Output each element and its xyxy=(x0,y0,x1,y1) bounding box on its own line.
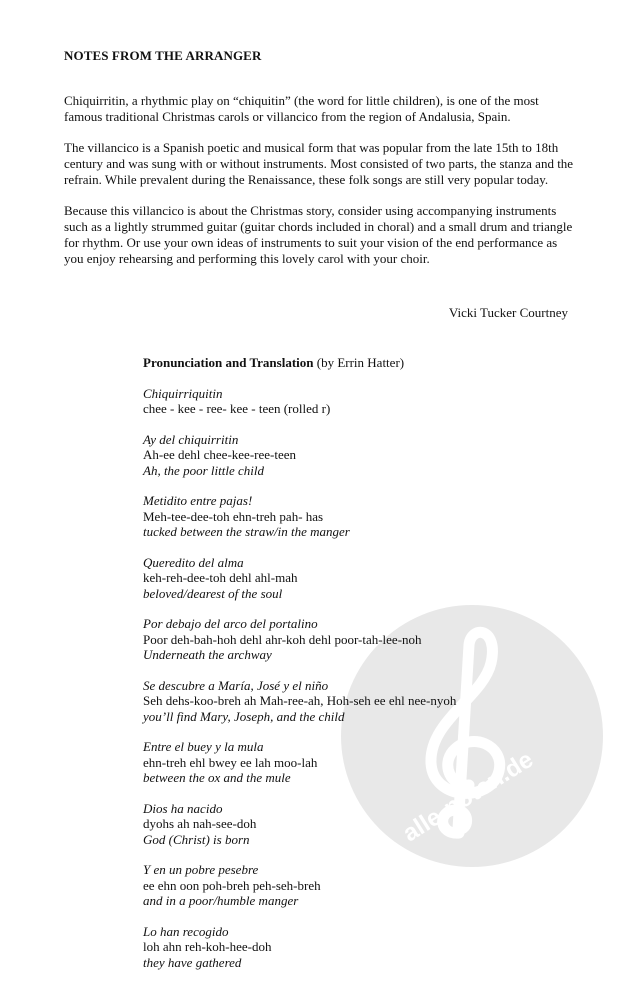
translation-line: beloved/dearest of the soul xyxy=(143,585,283,601)
pronunciation-line: chee - kee - ree- kee - teen (rolled r) xyxy=(143,401,331,416)
translation-line: God (Christ) is born xyxy=(143,831,250,847)
notes-paragraph-3: Because this villancico is about the Christmas story, consider using accompanying instruments such as a lightly strummed guitar (guitar chords included in choral) and a small drum and triangle for rhythm. Or use your own ideas of instruments to suit your vision of the end performance as you enjoy rehearsing and performing this lovely carol with your choir. xyxy=(64,203,573,266)
spanish-line: Por debajo del arco del portalino xyxy=(143,616,318,631)
pronunciation-line: Ah-ee dehl chee-kee-ree-teen xyxy=(143,447,296,462)
pronunciation-title xyxy=(143,355,573,371)
lyric-entry xyxy=(143,862,573,909)
pronunciation-line: Meh-tee-dee-toh ehn-treh pah- has xyxy=(143,508,324,524)
spanish-line: Y en un pobre pesebre xyxy=(143,862,259,877)
spanish-line: Metidito entre pajas! xyxy=(143,493,253,508)
translation-line: tucked between the straw/in the manger xyxy=(143,524,350,539)
arranger-signature: Vicki Tucker Courtney xyxy=(448,305,568,320)
lyric-entry xyxy=(143,678,573,725)
page-heading: NOTES FROM THE ARRANGER xyxy=(64,48,262,63)
spanish-line: Ay del chiquirritin xyxy=(143,431,239,447)
pronunciation-line: dyohs ah nah-see-doh xyxy=(143,816,257,831)
lyric-entry xyxy=(143,801,573,848)
lyric-entry xyxy=(143,432,573,479)
notes-paragraph-1: Chiquirritin, a rhythmic play on “chiquitin” (the word for little children), is one of the most famous traditional Christmas carols or villancico from the region of Andalusia, Spain. xyxy=(64,93,539,124)
translation-line: you’ll find Mary, Joseph, and the child xyxy=(143,708,345,724)
spanish-line: Lo han recogido xyxy=(143,923,229,939)
lyric-entry xyxy=(143,739,573,786)
translation-line: they have gathered xyxy=(143,954,242,970)
translation-line: and in a poor/humble manger xyxy=(143,893,299,908)
translation-line: Ah, the poor little child xyxy=(143,462,264,478)
lyric-entry xyxy=(143,924,573,971)
spanish-line: Chiquirriquitin xyxy=(143,385,223,401)
pronunciation-line: keh-reh-dee-toh dehl ahl-mah xyxy=(143,570,298,585)
pronunciation-credit: (by Errin Hatter) xyxy=(316,355,405,370)
pronunciation-line: ehn-treh ehl bwey ee lah moo-lah xyxy=(143,754,318,770)
watermark-text: alle-noten.de xyxy=(398,745,538,848)
spanish-line: Dios ha nacido xyxy=(143,800,223,816)
notes-paragraph-2: The villancico is a Spanish poetic and musical form that was popular from the late 15th to 18th century and was sung with or without instruments. Most consisted of two parts, the stanza and the refrain. While prevalent during the Renaissance, these folk songs are still very popular today. xyxy=(64,140,574,187)
spanish-line: Se descubre a María, José y el niño xyxy=(143,677,329,693)
lyric-entry xyxy=(143,493,573,540)
lyric-entry xyxy=(143,616,573,663)
pronunciation-line: Poor deh-bah-hoh dehl ahr-koh dehl poor-tah-lee-noh xyxy=(143,631,422,647)
lyric-entry xyxy=(143,386,573,417)
translation-line: between the ox and the mule xyxy=(143,770,291,785)
translation-line: Underneath the archway xyxy=(143,647,272,662)
pronunciation-title-label: Pronunciation and Translation xyxy=(143,355,314,370)
pronunciation-line: ee ehn oon poh-breh peh-seh-breh xyxy=(143,877,321,893)
pronunciation-line: Seh dehs-koo-breh ah Mah-ree-ah, Hoh-seh ee ehl nee-nyoh xyxy=(143,693,457,708)
lyric-entry xyxy=(143,555,573,602)
spanish-line: Queredito del alma xyxy=(143,554,244,570)
pronunciation-line: loh ahn reh-koh-hee-doh xyxy=(143,939,272,954)
arranger-notes xyxy=(64,93,579,282)
pronunciation-section xyxy=(143,355,573,985)
spanish-line: Entre el buey y la mula xyxy=(143,739,264,754)
